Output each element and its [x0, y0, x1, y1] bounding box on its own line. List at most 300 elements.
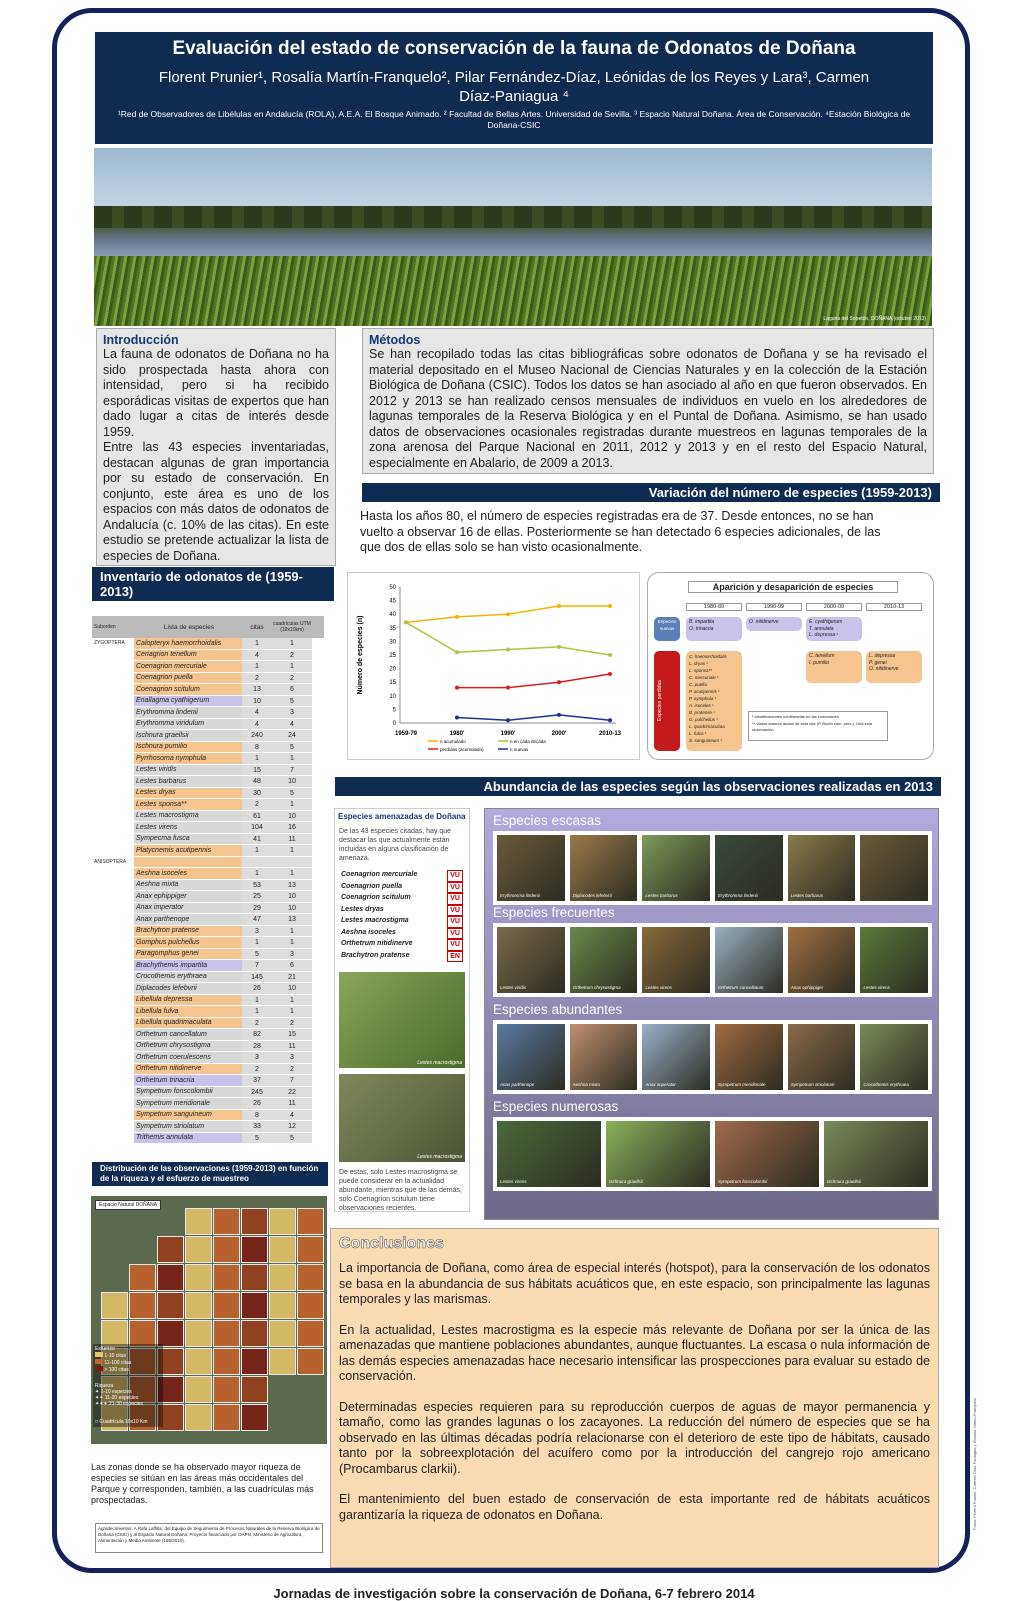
map-cell	[185, 1292, 212, 1319]
table-row	[92, 707, 324, 719]
cuadriculas-cell: 2	[272, 1018, 312, 1029]
citas-cell: 5	[242, 949, 272, 960]
y-axis-label: Número de especies (n)	[357, 615, 364, 695]
map-cell	[269, 1348, 296, 1375]
citas-cell: 26	[242, 1098, 272, 1109]
map-cell	[241, 1208, 268, 1235]
threat-status: VU	[447, 882, 463, 894]
map-cell	[297, 1292, 324, 1319]
authors: Florent Prunier¹, Rosalía Martín-Franquelo², Pilar Fernández-Díaz, Leónidas de los Reyes y Lara³, Carmen Díaz-Paniagua ⁴	[158, 69, 870, 105]
methods-text: Se han recopilado todas las citas bibliográficas sobre odonatos de Doñana y se ha revisado el material depositado en el Museo Nacional de Ciencias Naturales y en la colección de la Estación Biológica de Doñana (CSIC). Todos los datos se han asociado al año en que fueron observados. En 2012 y 2013 se han realizado censos mensuales de individuos en vuelo en los alrededores de lagunas temporales de la Reserva Biológica y en el Puntal de Doñana. Asimismo, se han usado datos de observaciones ocasionales registradas durante muestreos en lagunas temporales de la zona arenosa del Parque Nacional en 2011, 2012 y 2013 y en el resto del Espacio Natural, especialmente en Abalario, de 2009 a 2013.	[369, 347, 927, 470]
cuadriculas-cell: 3	[272, 949, 312, 960]
y-tick-label: 15	[389, 680, 396, 687]
species-name: Lestes sponsa**	[134, 799, 242, 810]
species-photo	[570, 1024, 638, 1090]
conclusion-4: El mantenimiento del buen estado de conservación de esta importante red de hábitats acuáticos garantizaría la riqueza de odonatos en Doñana.	[339, 1492, 930, 1522]
species-name: Orthetrum cancellatum	[134, 1029, 242, 1040]
reeds	[94, 256, 932, 326]
cuadriculas-cell: 11	[272, 1098, 312, 1109]
legend-label: n nuevas	[510, 747, 529, 752]
threatened-item	[341, 928, 463, 940]
citas-cell: 4	[242, 707, 272, 718]
species-name: Sympetrum fonscolombii	[134, 1087, 242, 1098]
species-name: Orthetrum nitidinerve	[134, 1064, 242, 1075]
map-cell	[297, 1348, 324, 1375]
series-line	[457, 715, 610, 720]
cuadriculas-cell: 1	[272, 799, 312, 810]
y-tick-label: 0	[392, 721, 396, 727]
citas-cell: 240	[242, 730, 272, 741]
table-row	[92, 868, 324, 880]
table-row	[92, 1098, 324, 1110]
citas-cell: 1	[242, 753, 272, 764]
col-cuadriculas: cuadrículas UTM (10x10km)	[273, 621, 311, 633]
threatened-item	[341, 916, 463, 928]
table-row	[92, 799, 324, 811]
threatened-intro: De las 43 especies citadas, hay que destacar las que actualmente están incluidas en alguna clasificación de amenaza.	[339, 828, 452, 862]
map-cell	[185, 1320, 212, 1347]
citas-cell: 41	[242, 834, 272, 845]
citas-cell: 82	[242, 1029, 272, 1040]
citas-cell: 104	[242, 822, 272, 833]
species-name	[134, 857, 242, 868]
cuadriculas-cell: 1	[272, 845, 312, 856]
variation-heading: Variación del número de especies (1959-2013)	[362, 483, 940, 502]
threat-status: VU	[447, 916, 463, 928]
map-cell	[213, 1376, 240, 1403]
cuadriculas-cell: 10	[272, 891, 312, 902]
table-row	[92, 1052, 324, 1064]
conclusions-box	[330, 1228, 939, 1568]
photo-caption: Sympetrum fonscolombii	[718, 1179, 768, 1184]
photo-caption: Erythromma lindenii	[718, 893, 758, 898]
y-tick-label: 20	[389, 666, 396, 673]
label-new: Especies nuevas	[654, 617, 680, 641]
x-tick-label: 1959-79	[394, 731, 418, 737]
species-name: Sympetrum meridionale	[134, 1098, 242, 1109]
species-name: Diplacodes lefebvrii	[134, 983, 242, 994]
table-row	[92, 811, 324, 823]
map-cell	[185, 1404, 212, 1431]
threatened-item	[341, 951, 463, 963]
cuadriculas-cell: 21	[272, 972, 312, 983]
group-heading: Especies abundantes	[493, 1002, 623, 1017]
map-cell	[185, 1264, 212, 1291]
photo-strip	[493, 923, 932, 997]
species-photo	[497, 1024, 565, 1090]
label-lost: Especies perdidas	[654, 651, 680, 751]
threatened-footnote: De estas, solo Lestes macrostigma se puede considerar en la actualidad abundante, mientras que de las demás, solo Coenagrion scitulum tiene observaciones recientes.	[339, 1169, 462, 1212]
species-photo	[860, 835, 928, 901]
x-tick-label: 1990'	[500, 731, 516, 737]
legend-effort: Esfuerzo	[95, 1346, 115, 1352]
conclusions-heading: Conclusiones	[339, 1235, 444, 1252]
map-cell	[269, 1320, 296, 1347]
citas-cell: 8	[242, 742, 272, 753]
citas-cell: 47	[242, 914, 272, 925]
table-body	[92, 638, 324, 1144]
abundance-heading: Abundancia de las especies según las observaciones realizadas en 2013	[335, 777, 941, 796]
legend-richness: Riqueza	[95, 1383, 114, 1389]
lestes-photo-2: Lestes macrostigma	[339, 1074, 465, 1162]
threatened-name: Coenagrion puella	[341, 882, 403, 890]
new-2000s: E. cyathigerum T. annulata L. depressa ¹	[806, 617, 862, 641]
legend-label: n en cada década	[510, 739, 546, 744]
citas-cell: 13	[242, 684, 272, 695]
table-row	[92, 914, 324, 926]
cuadriculas-cell: 10	[272, 983, 312, 994]
photo-strip	[493, 1117, 932, 1191]
species-name: Anax ephippiger	[134, 891, 242, 902]
species-name: Platycnemis acutipennis	[134, 845, 242, 856]
citas-cell: 26	[242, 983, 272, 994]
cuadriculas-cell: 7	[272, 1075, 312, 1086]
abundance-group	[493, 813, 932, 905]
lost-2000s: C. tenellum I. pumilio	[806, 651, 862, 683]
citas-cell: 61	[242, 811, 272, 822]
table-row	[92, 696, 324, 708]
map-legend	[93, 1344, 163, 1427]
table-row	[92, 719, 324, 731]
species-photo	[860, 927, 928, 993]
species-name: Aeshna mixta	[134, 880, 242, 891]
map-cell	[269, 1264, 296, 1291]
cuadriculas-cell: 3	[272, 1052, 312, 1063]
cuadriculas-cell: 1	[272, 661, 312, 672]
citas-cell: 5	[242, 1133, 272, 1144]
photo-caption: Crocothemis erythraea	[863, 1082, 909, 1087]
y-tick-label: 35	[389, 625, 396, 632]
table-row	[92, 949, 324, 961]
citas-cell: 4	[242, 719, 272, 730]
threatened-name: Orthetrum nitidinerve	[341, 940, 413, 947]
distribution-map	[91, 1196, 327, 1444]
species-name: Ischnura graellsii	[134, 730, 242, 741]
lagoon-photo	[94, 148, 932, 326]
photo-caption: Orthetrum cancellatum	[718, 985, 764, 990]
table-row	[92, 788, 324, 800]
threat-status: VU	[447, 870, 463, 882]
x-tick-label: 2000'	[551, 731, 567, 737]
threatened-item	[341, 939, 463, 951]
map-cell	[213, 1348, 240, 1375]
photo-caption: Diplacodes lefebvrii	[572, 893, 612, 898]
species-name: Orthetrum chrysostigma	[134, 1041, 242, 1052]
photo-strip	[493, 831, 932, 905]
table-row	[92, 684, 324, 696]
citas-cell: 10	[242, 696, 272, 707]
threatened-title: Especies amenazadas de Doñana	[338, 812, 466, 821]
photo-caption: Aeshna mixta	[572, 1082, 600, 1087]
cuadriculas-cell: 1	[272, 868, 312, 879]
table-row	[92, 730, 324, 742]
citas-cell: 1	[242, 937, 272, 948]
citas-cell: 145	[242, 972, 272, 983]
citas-cell: 2	[242, 799, 272, 810]
species-name: Libellula quadrimaculata	[134, 1018, 242, 1029]
map-cell	[241, 1348, 268, 1375]
table-row	[92, 822, 324, 834]
new-1980s: B. impartita O. trinacria	[686, 617, 742, 641]
title-banner	[95, 32, 933, 144]
conclusion-1: La importancia de Doñana, como área de especial interés (hotspot), para la conservación de los odonatos se basa en la abundancia de sus hábitats acuáticos que, en este espacio, son principalmente las lagunas temporales y las marismas.	[339, 1261, 930, 1306]
map-cell	[213, 1320, 240, 1347]
species-photo	[497, 835, 565, 901]
citas-cell: 33	[242, 1121, 272, 1132]
col-species: Lista de especies	[163, 623, 215, 631]
data-point	[608, 718, 612, 722]
map-cell	[185, 1348, 212, 1375]
map-cell	[297, 1236, 324, 1263]
table-row	[92, 937, 324, 949]
threatened-name: Lestes dryas	[341, 905, 384, 913]
distribution-heading: Distribución de las observaciones (1959-2013) en función de la riqueza y el esfuerzo de muestreo	[92, 1162, 328, 1186]
table-row	[92, 1029, 324, 1041]
species-photo	[642, 1024, 710, 1090]
table-row	[92, 857, 324, 869]
threatened-name: Lestes macrostigma	[341, 917, 409, 924]
map-cell	[241, 1264, 268, 1291]
species-name: Coenagrion mercuriale	[134, 661, 242, 672]
abundance-group	[493, 1002, 932, 1094]
map-cell	[157, 1292, 184, 1319]
cuadriculas-cell: 5	[272, 788, 312, 799]
data-point	[506, 718, 510, 722]
species-photo	[715, 927, 783, 993]
effort-2: 11-100 citas	[95, 1359, 161, 1366]
conclusion-2: En la actualidad, Lestes macrostigma es la especie más relevante de Doñana por ser la única de las amenazadas que mantiene poblaciones abundantes, aunque fluctuantes. La escasa o nula información de las demás especies amenazadas hace necesario intensificar las prospecciones para evaluar su estado de conservación.	[339, 1322, 930, 1383]
threatened-name: Brachytron pratense	[341, 951, 410, 959]
cuadriculas-cell: 1	[272, 1006, 312, 1017]
citas-cell	[242, 857, 272, 868]
data-point	[608, 653, 612, 657]
citas-cell: 53	[242, 880, 272, 891]
cuadriculas-cell: 10	[272, 776, 312, 787]
abundance-panel	[484, 808, 939, 1220]
table-row	[92, 1075, 324, 1087]
citas-cell: 1	[242, 661, 272, 672]
table-row	[92, 776, 324, 788]
group-heading: Especies escasas	[493, 813, 602, 828]
table-row	[92, 891, 324, 903]
conclusion-3: Determinadas especies requieren para su reproducción cuerpos de aguas de mayor permanencia y tamaño, como las grandes lagunas o los zacayones. La reducción del número de especies que se ha observado en las últimas décadas podría relacionarse con el deterioro de este tipo de hábitats, causado tanto por la sobreexplotación del acuífero como por la introducción del cangrejo rojo americano (Procambarus clarkii).	[339, 1399, 930, 1476]
photo-caption: Anax parthenope	[500, 1082, 535, 1087]
data-point	[404, 620, 408, 624]
col-suborder: Suborden	[94, 624, 116, 630]
table-row	[92, 960, 324, 972]
data-point	[608, 604, 612, 608]
citas-cell: 15	[242, 765, 272, 776]
data-point	[506, 648, 510, 652]
species-name: Lestes dryas	[134, 788, 242, 799]
citas-cell: 245	[242, 1087, 272, 1098]
chart-svg	[348, 573, 641, 761]
species-photo	[570, 835, 638, 901]
period-label: 2010-13	[866, 603, 922, 611]
inventory-table	[92, 616, 324, 1144]
species-name: Libellula depressa	[134, 995, 242, 1006]
species-photo	[788, 927, 856, 993]
species-photo	[642, 927, 710, 993]
cuadriculas-cell: 5	[272, 696, 312, 707]
map-cell	[241, 1320, 268, 1347]
inventory-heading: Inventario de odonatos de (1959-2013)	[92, 567, 334, 601]
appearance-note: ¹ Identificaciones confirmadas en las colecciones. ** Varios autores dudan de esta cita (P. Bodín com. pers.). Una sola observación.	[748, 711, 888, 741]
intro-text: La fauna de odonatos de Doñana no ha sido prospectada hasta ahora con intensidad, pero si ha recibido esporádicas visitas de expertos que han dado lugar a citas de interés desde 1959. Entre las 43 especies inventariadas, destacan algunas de gran importancia por su estado de conservación. En conjunto, este área es uno de los espacios con más datos de odonatos de Andalucía (c. 10% de las citas). En este estudio se pretende actualizar la lista de especies de Doñana.	[103, 347, 329, 563]
map-cell	[129, 1264, 156, 1291]
y-tick-label: 25	[389, 653, 396, 659]
table-header	[92, 616, 324, 638]
map-cell	[157, 1264, 184, 1291]
appearance-title: Aparición y desaparición de especies	[688, 581, 898, 593]
col-citas: citas	[250, 623, 264, 631]
table-row	[92, 1087, 324, 1099]
species-name: Pyrrhosoma nymphula	[134, 753, 242, 764]
table-row	[92, 673, 324, 685]
citas-cell: 1	[242, 638, 272, 649]
y-tick-label: 5	[392, 707, 396, 714]
threatened-name: Coenagrion mercuriale	[341, 871, 418, 878]
table-row	[92, 650, 324, 662]
legend-label: n acumulado	[440, 739, 466, 744]
table-row	[92, 765, 324, 777]
cuadriculas-cell: 11	[272, 1041, 312, 1052]
data-point	[608, 672, 612, 676]
species-name: Calopteryx haemorrhoidalis	[134, 638, 242, 649]
cuadriculas-cell: 1	[272, 638, 312, 649]
species-chart	[347, 572, 640, 760]
citas-cell: 1	[242, 995, 272, 1006]
table-row	[92, 903, 324, 915]
cuadriculas-cell: 2	[272, 1064, 312, 1075]
cuadriculas-cell	[272, 857, 312, 868]
citas-cell: 7	[242, 960, 272, 971]
cuadriculas-cell: 5	[272, 742, 312, 753]
species-photo	[860, 1024, 928, 1090]
table-row	[92, 638, 324, 650]
citas-cell: 48	[242, 776, 272, 787]
table-row	[92, 661, 324, 673]
species-name: Enallagma cyathigerum	[134, 696, 242, 707]
cuadriculas-cell: 2	[272, 673, 312, 684]
y-tick-label: 10	[389, 693, 396, 700]
data-point	[455, 686, 459, 690]
y-tick-label: 45	[389, 598, 396, 605]
cuadriculas-cell: 3	[272, 707, 312, 718]
species-name: Orthetrum trinacria	[134, 1075, 242, 1086]
threat-status: VU	[447, 893, 463, 905]
table-row	[92, 1006, 324, 1018]
citas-cell: 29	[242, 903, 272, 914]
map-cell	[185, 1208, 212, 1235]
cuadriculas-cell: 12	[272, 1121, 312, 1132]
cuadriculas-cell: 1	[272, 926, 312, 937]
table-row	[92, 1110, 324, 1122]
map-cell	[241, 1376, 268, 1403]
tree-line	[94, 206, 932, 228]
photo-caption: Lestes viridis	[500, 985, 527, 990]
legend-label: pérdidas (acumulado)	[440, 747, 484, 752]
species-name: Ceriagrion tenellum	[134, 650, 242, 661]
threat-status: EN	[447, 951, 463, 963]
threatened-name: Aeshna isoceles	[341, 928, 396, 936]
citas-cell: 1	[242, 868, 272, 879]
citas-cell: 2	[242, 1064, 272, 1075]
threat-status: VU	[447, 939, 463, 951]
data-point	[506, 686, 510, 690]
map-cell	[101, 1292, 128, 1319]
species-name: Sympetrum sanguineum	[134, 1110, 242, 1121]
y-tick-label: 50	[389, 585, 396, 591]
map-cell	[241, 1236, 268, 1263]
cuadriculas-cell: 15	[272, 1029, 312, 1040]
data-point	[455, 650, 459, 654]
cuadriculas-cell: 24	[272, 730, 312, 741]
threatened-list	[335, 866, 469, 966]
table-row	[92, 1018, 324, 1030]
citas-cell: 37	[242, 1075, 272, 1086]
species-name: Brachythemis impartita	[134, 960, 242, 971]
cuadriculas-cell: 10	[272, 811, 312, 822]
species-name: Erythromma viridulum	[134, 719, 242, 730]
cuadriculas-cell: 10	[272, 903, 312, 914]
photo-caption: Lestes virens	[863, 985, 890, 990]
photo-caption: Lestes barbarus	[790, 893, 823, 898]
map-cell	[269, 1208, 296, 1235]
map-cell	[297, 1320, 324, 1347]
cuadriculas-cell: 4	[272, 719, 312, 730]
citas-cell: 30	[242, 788, 272, 799]
map-cell	[213, 1292, 240, 1319]
photo-caption: Lestes virens	[645, 985, 672, 990]
poster-title: Evaluación del estado de conservación de la fauna de Odonatos de Doñana	[172, 38, 856, 59]
period-label: 1980-89	[686, 603, 742, 611]
cuadriculas-cell: 6	[272, 684, 312, 695]
species-name: Sympecma fusca	[134, 834, 242, 845]
species-photo	[788, 1024, 856, 1090]
photo-strip	[493, 1020, 932, 1094]
species-name: Lestes viridis	[134, 765, 242, 776]
photo-credit: Laguna del Sopetón, DOÑANA (octubre 2013)	[823, 316, 926, 322]
threatened-name: Coenagrion scitulum	[341, 894, 411, 901]
x-tick-label: 1980'	[449, 731, 465, 737]
data-point	[455, 716, 459, 720]
species-name: Crocothemis erythraea	[134, 972, 242, 983]
cuadriculas-cell: 1	[272, 995, 312, 1006]
table-row	[92, 1121, 324, 1133]
photo-caption: Orthetrum chrysostigma	[572, 985, 621, 990]
cuadriculas-cell: 13	[272, 880, 312, 891]
lestes-photo-1: Lestes macrostigma	[339, 972, 465, 1068]
threatened-item	[341, 893, 463, 905]
species-name: Lestes barbarus	[134, 776, 242, 787]
species-name: Coenagrion puella	[134, 673, 242, 684]
methods-box	[362, 328, 934, 474]
period-label: 1990-99	[746, 603, 802, 611]
y-tick-label: 30	[389, 639, 396, 646]
cuadriculas-cell: 1	[272, 937, 312, 948]
cuadriculas-cell: 11	[272, 834, 312, 845]
effort-3: > 100 citas	[95, 1366, 161, 1373]
citas-cell: 8	[242, 1110, 272, 1121]
table-row	[92, 834, 324, 846]
footer: Jornadas de investigación sobre la conservación de Doñana, 6-7 febrero 2014	[273, 1586, 755, 1601]
citas-cell: 3	[242, 926, 272, 937]
acknowledgements: Agradecimientos: A Rafa Laffitte, del Equipo de Seguimiento de Procesos Naturales de la Reserva Biológica de Doñana (CSIC) y al Espacio Natural Doñana. Proyecto financiado por OAPN, Ministerio de Agricultura, Alimentación y Medio Ambiente (155/2010).	[95, 1523, 323, 1553]
map-cell	[213, 1236, 240, 1263]
citas-cell: 4	[242, 650, 272, 661]
citas-cell: 1	[242, 845, 272, 856]
